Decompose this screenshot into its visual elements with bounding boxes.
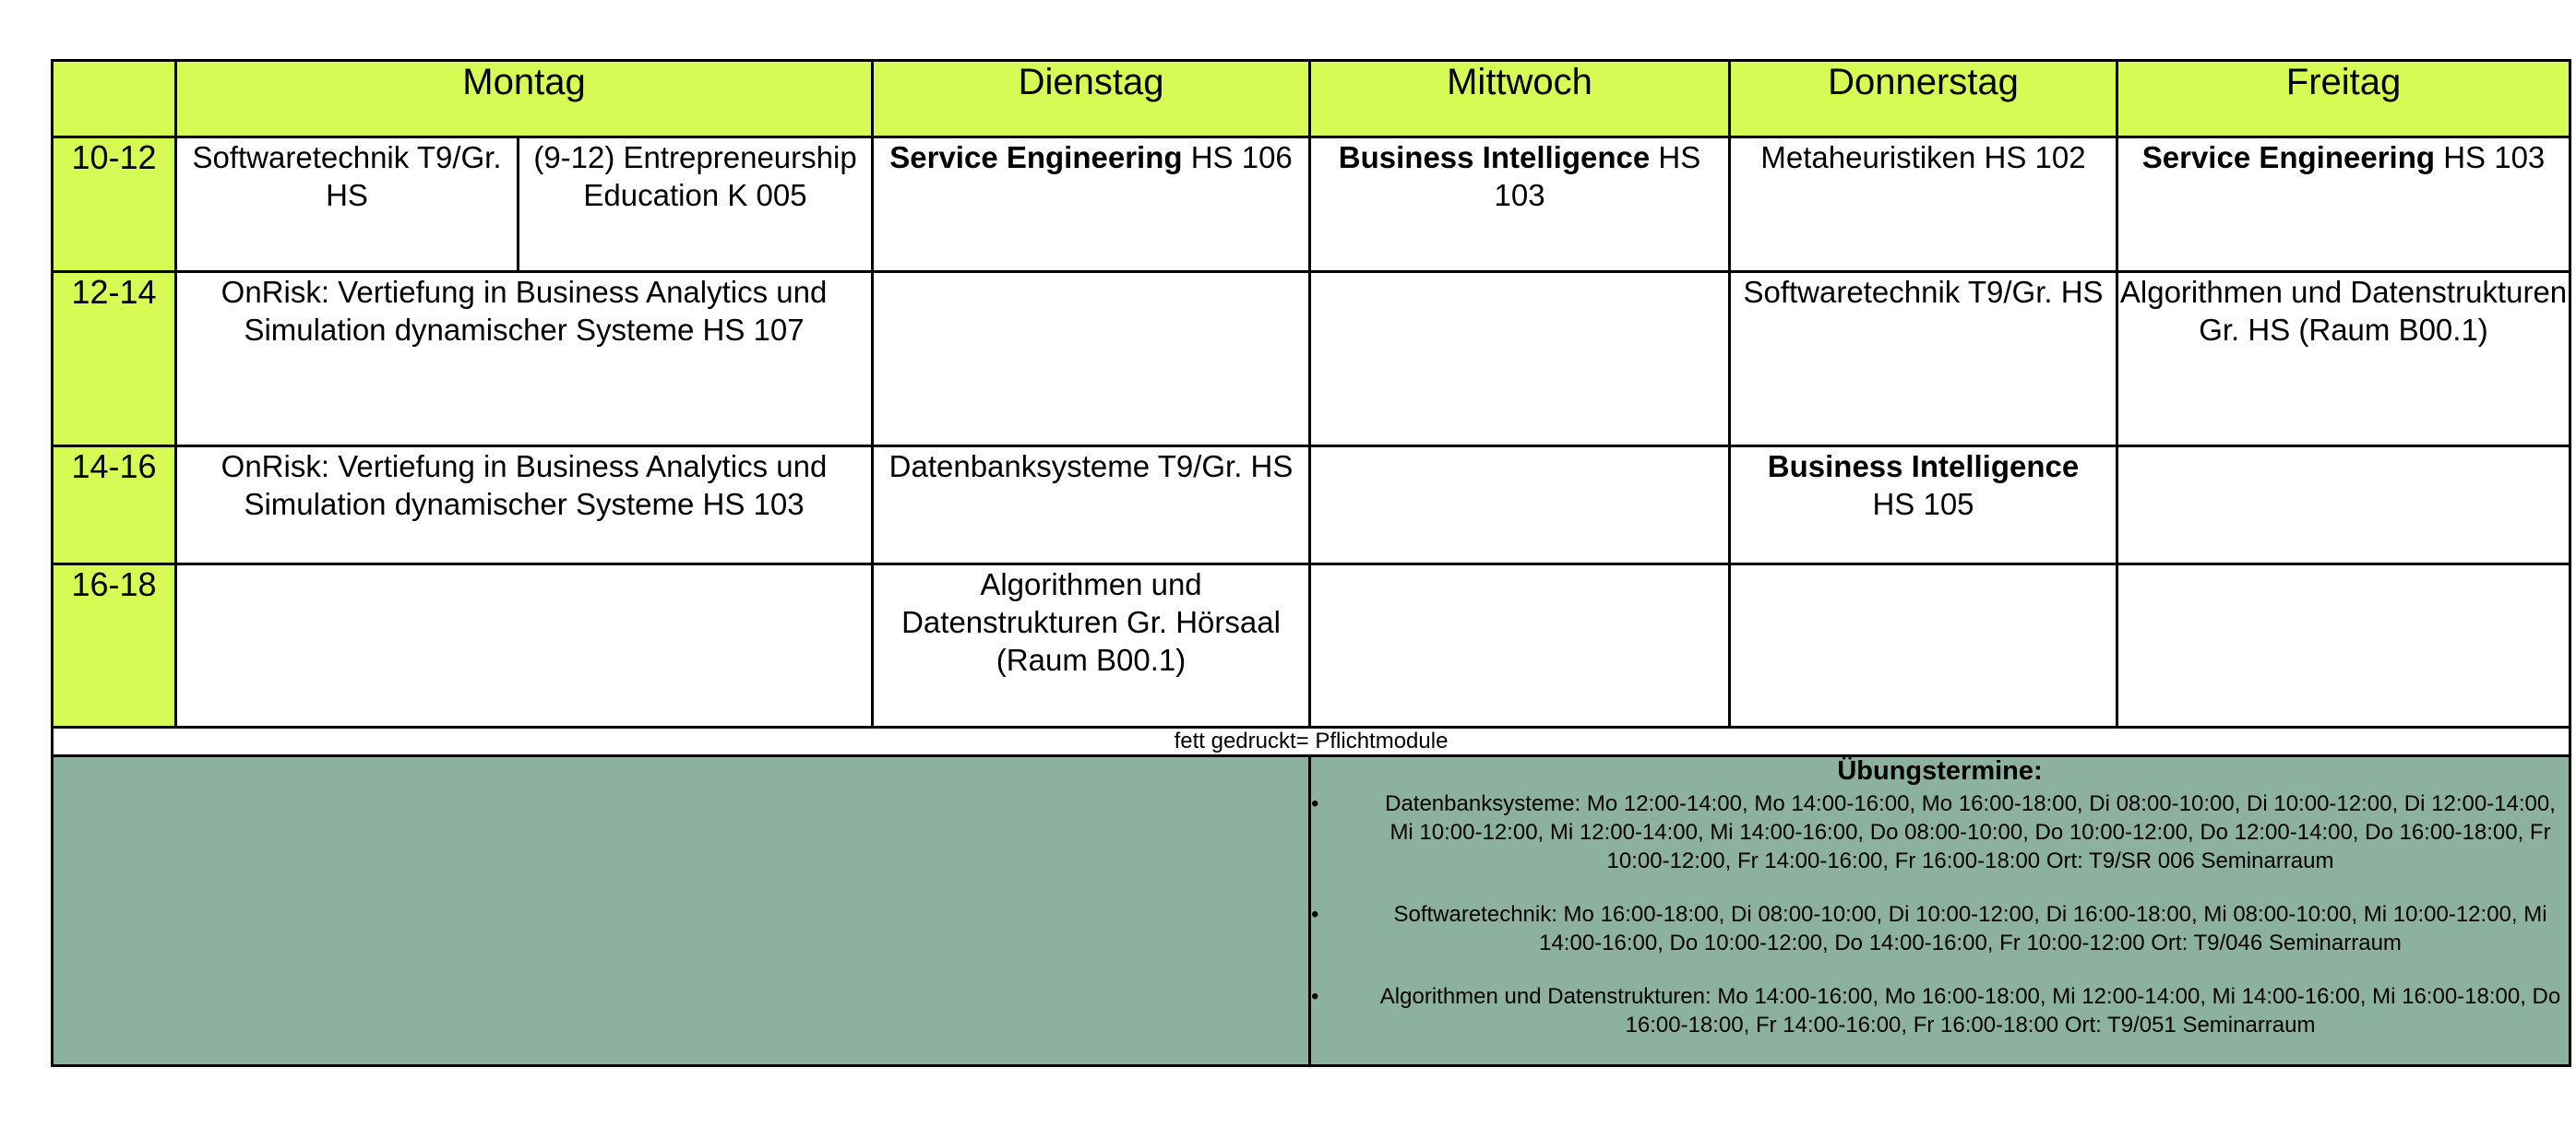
course-room: HS 103 <box>1494 140 1701 212</box>
note-text: Algorithmen und Datenstrukturen: Mo 14:00-16:00, Mo 16:00-18:00, Mi 12:00-14:00, Mi 14:00-16:00, Mi 16:00-18:00, Do 16:00-18:00, Fr 14:00-16:00, Fr 16:00-18:00 Ort: T9/051 Seminarraum <box>1379 984 2561 1038</box>
day-header-montag: Montag <box>176 61 873 137</box>
list-item <box>1311 789 2569 875</box>
note-text: Datenbanksysteme: Mo 12:00-14:00, Mo 14:00-16:00, Mo 16:00-18:00, Di 08:00-10:00, Di 10:00-12:00, Di 12:00-14:00, Mi 10:00-12:00, Mi 12:00-14:00, Mi 14:00-16:00, Do 08:00-10:00, Do 10:00-12:00, Do 12:00-14:00, Do 16:00-18:00, Fr 10:00-12:00, Fr 14:00-16:00, Fr 16:00-18:00 Ort: T9/SR 006 Seminarraum <box>1385 791 2556 873</box>
course-cell <box>2117 272 2570 446</box>
bullet-icon: • <box>1311 902 1319 927</box>
course-text: Softwaretechnik T9/Gr. HS <box>192 140 502 212</box>
empty-cell <box>1310 564 1730 728</box>
course-room: HS 103 <box>2435 140 2546 174</box>
course-text: OnRisk: Vertiefung in Business Analytics und Simulation dynamischer Systeme HS 103 <box>221 449 828 521</box>
notes-title: Übungstermine: <box>1837 756 2043 786</box>
course-cell <box>873 137 1310 272</box>
course-title: Business Intelligence <box>1338 140 1651 174</box>
table-row <box>53 272 2570 446</box>
day-header-mittwoch: Mittwoch <box>1310 61 1730 137</box>
empty-cell <box>176 564 873 728</box>
header-row <box>53 61 2570 137</box>
course-title: Business Intelligence <box>1767 449 2080 483</box>
table-row <box>53 446 2570 564</box>
time-slot: 16-18 <box>53 564 176 728</box>
course-cell <box>2117 137 2570 272</box>
note-text: Softwaretechnik: Mo 16:00-18:00, Di 08:00-10:00, Di 10:00-12:00, Di 16:00-18:00, Mi 08:00-10:00, Mi 10:00-12:00, Mi 14:00-16:00, Do 10:00-12:00, Do 14:00-16:00, Fr 10:00-12:00 Ort: T9/046 Seminarraum <box>1393 902 2547 955</box>
table-row <box>53 137 2570 272</box>
course-title: Service Engineering <box>889 140 1183 174</box>
empty-cell <box>1730 564 2117 728</box>
empty-cell <box>2117 564 2570 728</box>
course-cell <box>176 446 873 564</box>
course-title: Service Engineering <box>2141 140 2436 174</box>
day-header-donnerstag: Donnerstag <box>1730 61 2117 137</box>
course-room: HS 105 <box>1872 487 1974 521</box>
course-text: Metaheuristiken HS 102 <box>1760 140 2086 174</box>
empty-cell <box>2117 446 2570 564</box>
notes-list <box>1311 789 2569 1039</box>
day-header-dienstag: Dienstag <box>873 61 1310 137</box>
notes-row <box>53 756 2570 1066</box>
time-slot: 10-12 <box>53 137 176 272</box>
exercise-notes <box>1310 756 2570 1066</box>
empty-cell <box>1310 446 1730 564</box>
course-room: HS 106 <box>1182 140 1293 174</box>
time-slot: 14-16 <box>53 446 176 564</box>
course-cell <box>519 137 873 272</box>
course-cell <box>873 564 1310 728</box>
course-cell <box>1730 272 2117 446</box>
course-text: Algorithmen und Datenstrukturen Gr. Hörsaal (Raum B00.1) <box>901 567 1281 677</box>
time-slot: 12-14 <box>53 272 176 446</box>
empty-cell <box>1310 272 1730 446</box>
notes-spacer <box>53 756 1310 1066</box>
course-cell <box>873 446 1310 564</box>
list-item <box>1311 900 2569 957</box>
course-text: OnRisk: Vertiefung in Business Analytics und Simulation dynamischer Systeme HS 107 <box>221 275 828 347</box>
timetable <box>51 59 2571 1067</box>
table-row <box>53 564 2570 728</box>
list-item <box>1311 982 2569 1039</box>
empty-cell <box>873 272 1310 446</box>
course-cell <box>1730 137 2117 272</box>
bullet-icon: • <box>1311 791 1319 816</box>
corner-cell <box>53 61 176 137</box>
legend-row <box>53 728 2570 756</box>
bullet-icon: • <box>1311 984 1319 1009</box>
course-cell <box>1310 137 1730 272</box>
course-text: (9-12) Entrepreneurship Education K 005 <box>533 140 857 212</box>
day-header-freitag: Freitag <box>2117 61 2570 137</box>
course-cell <box>1730 446 2117 564</box>
course-cell <box>176 137 519 272</box>
course-text: Algorithmen und Datenstrukturen Gr. HS (Raum B00.1) <box>2119 275 2568 347</box>
course-text: Datenbanksysteme T9/Gr. HS <box>888 449 1294 483</box>
course-cell <box>176 272 873 446</box>
course-text: Softwaretechnik T9/Gr. HS <box>1743 275 2104 309</box>
legend-text: fett gedruckt= Pflichtmodule <box>53 728 2570 756</box>
